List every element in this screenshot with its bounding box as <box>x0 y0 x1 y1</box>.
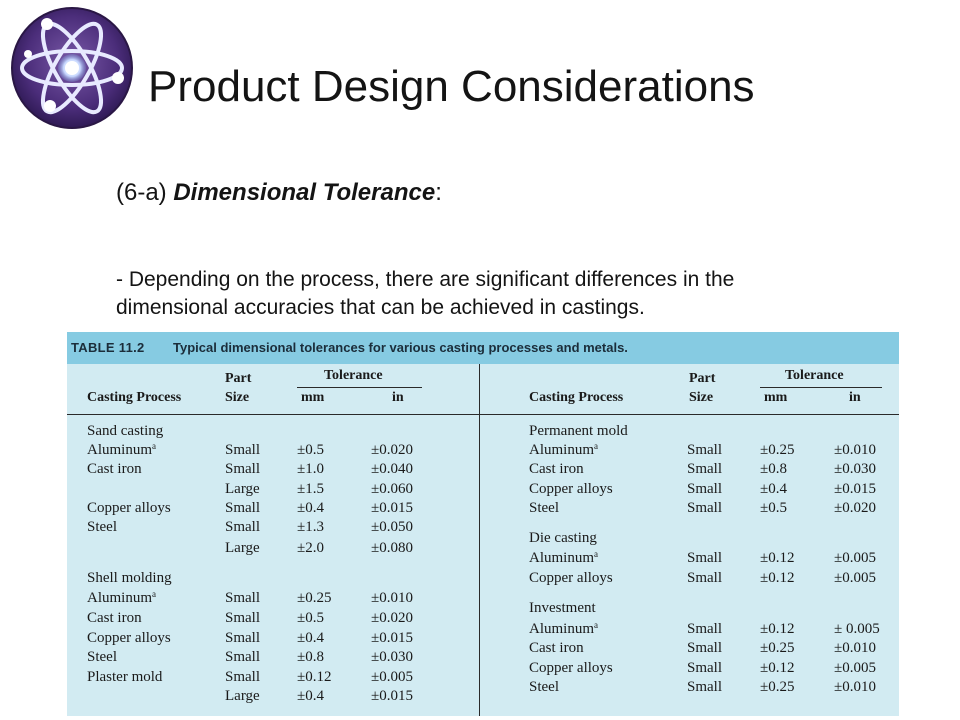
cell-process: Copper alloys <box>529 660 613 676</box>
cell-process: Aluminum$^a$ <box>87 441 157 458</box>
cell-size: Large <box>225 481 260 497</box>
header-size: Size <box>689 390 714 405</box>
cell-tolerance-in: ±0.010 <box>834 442 876 458</box>
cell-tolerance-mm: ±0.25 <box>760 640 795 656</box>
cell-size: Small <box>687 640 723 656</box>
cell-process: Cast iron <box>529 640 584 656</box>
table-center-divider <box>479 364 480 716</box>
header-tolerance: Tolerance <box>785 368 844 383</box>
cell-tolerance-in: ±0.005 <box>834 570 876 586</box>
cell-size: Small <box>225 630 261 646</box>
cell-process: Cast iron <box>87 461 142 477</box>
cell-process: Steel <box>529 679 559 695</box>
cell-tolerance-mm: ±0.5 <box>297 442 324 458</box>
header-part: Part <box>689 371 716 386</box>
cell-tolerance-in: ±0.010 <box>834 640 876 656</box>
cell-process: Copper alloys <box>529 570 613 586</box>
cell-size: Large <box>225 540 260 556</box>
cell-tolerance-mm: ±0.5 <box>760 500 787 516</box>
cell-tolerance-in: ±0.010 <box>834 679 876 695</box>
cell-size: Small <box>687 660 723 676</box>
cell-tolerance-mm: ±0.8 <box>297 649 324 665</box>
cell-tolerance-mm: ±0.4 <box>297 630 324 646</box>
header-casting-process: Casting Process <box>529 390 624 405</box>
cell-tolerance-in: ±0.015 <box>371 688 413 704</box>
section-heading-colon: : <box>435 179 442 206</box>
cell-tolerance-mm: ±1.0 <box>297 461 324 477</box>
cell-tolerance-in: ±0.080 <box>371 540 413 556</box>
atom-icon <box>10 6 134 130</box>
cell-size: Small <box>225 590 261 606</box>
header-rule-right <box>480 414 899 415</box>
cell-size: Small <box>225 500 261 516</box>
cell-tolerance-in: ±0.005 <box>834 550 876 566</box>
header-casting-process: Casting Process <box>87 390 182 405</box>
cell-size: Small <box>687 461 723 477</box>
cell-tolerance-in: ± 0.005 <box>834 621 880 637</box>
cell-process: Copper alloys <box>87 500 171 516</box>
tolerance-underline-right <box>760 387 882 388</box>
section-heading <box>116 179 442 207</box>
header-part: Part <box>225 371 252 386</box>
cell-tolerance-in: ±0.020 <box>371 442 413 458</box>
cell-process: Steel <box>87 649 117 665</box>
cell-process: Copper alloys <box>529 481 613 497</box>
header-mm: mm <box>301 390 325 405</box>
cell-size: Small <box>225 442 261 458</box>
cell-size: Small <box>225 649 261 665</box>
footnote-marker: a <box>594 620 599 630</box>
cell-tolerance-mm: ±0.4 <box>760 481 787 497</box>
header-rule-left <box>67 414 479 415</box>
bullet-paragraph <box>116 266 916 322</box>
cell-process: Aluminum$^a$ <box>529 620 599 637</box>
table-caption: Typical dimensional tolerances for various casting processes and metals. <box>173 340 628 355</box>
header-mm: mm <box>764 390 788 405</box>
cell-tolerance-in: ±0.015 <box>371 630 413 646</box>
bullet-line-1: - Depending on the process, there are significant differences in the <box>116 268 735 291</box>
cell-tolerance-mm: ±0.12 <box>760 660 795 676</box>
cell-tolerance-in: ±0.005 <box>371 669 413 685</box>
header-tolerance: Tolerance <box>324 368 383 383</box>
cell-tolerance-mm: ±0.12 <box>760 550 795 566</box>
cell-tolerance-in: ±0.030 <box>834 461 876 477</box>
cell-size: Small <box>687 442 723 458</box>
cell-tolerance-in: ±0.030 <box>371 649 413 665</box>
footnote-marker: a <box>152 441 157 451</box>
cell-process-group: Investment <box>529 600 596 616</box>
cell-process-group: Permanent mold <box>529 423 628 439</box>
cell-size: Small <box>225 519 261 535</box>
section-heading-bold: Dimensional Tolerance <box>173 179 436 206</box>
cell-size: Small <box>225 461 261 477</box>
cell-tolerance-mm: ±0.4 <box>297 688 324 704</box>
table-title-bar <box>67 332 899 364</box>
cell-process: Aluminum$^a$ <box>87 589 157 606</box>
cell-tolerance-mm: ±1.3 <box>297 519 324 535</box>
cell-tolerance-mm: ±0.25 <box>760 442 795 458</box>
cell-size: Small <box>687 679 723 695</box>
slide-title: Product Design Considerations <box>148 62 755 111</box>
cell-process: Aluminum$^a$ <box>529 549 599 566</box>
cell-size: Small <box>687 481 723 497</box>
cell-tolerance-mm: ±1.5 <box>297 481 324 497</box>
cell-size: Small <box>687 500 723 516</box>
cell-tolerance-in: ±0.015 <box>834 481 876 497</box>
atom-logo <box>10 6 134 130</box>
header-size: Size <box>225 390 250 405</box>
cell-size: Small <box>225 669 261 685</box>
cell-tolerance-mm: ±0.8 <box>760 461 787 477</box>
cell-size: Small <box>225 610 261 626</box>
cell-process-group: Die casting <box>529 530 597 546</box>
cell-tolerance-in: ±0.020 <box>371 610 413 626</box>
header-in: in <box>849 390 861 405</box>
cell-process: Plaster mold <box>87 669 163 685</box>
tolerance-underline-left <box>297 387 422 388</box>
cell-tolerance-mm: ±0.5 <box>297 610 324 626</box>
cell-tolerance-in: ±0.020 <box>834 500 876 516</box>
cell-tolerance-in: ±0.060 <box>371 481 413 497</box>
cell-tolerance-in: ±0.015 <box>371 500 413 516</box>
cell-process-group: Sand casting <box>87 423 164 439</box>
cell-process: Cast iron <box>529 461 584 477</box>
cell-tolerance-in: ±0.050 <box>371 519 413 535</box>
footnote-marker: a <box>152 589 157 599</box>
cell-tolerance-mm: ±0.12 <box>760 570 795 586</box>
cell-size: Small <box>687 550 723 566</box>
cell-size: Small <box>687 621 723 637</box>
cell-process: Aluminum$^a$ <box>529 441 599 458</box>
cell-size: Large <box>225 688 260 704</box>
table-number: TABLE 11.2 <box>71 340 145 355</box>
section-number: (6-a) <box>116 179 174 206</box>
cell-tolerance-mm: ±0.4 <box>297 500 324 516</box>
footnote-marker: a <box>594 549 599 559</box>
tolerance-table <box>67 332 899 716</box>
cell-process: Steel <box>87 519 117 535</box>
cell-tolerance-mm: ±0.12 <box>297 669 332 685</box>
bullet-line-2: dimensional accuracies that can be achieved in castings. <box>116 296 645 319</box>
cell-process-group: Shell molding <box>87 570 172 586</box>
cell-tolerance-in: ±0.040 <box>371 461 413 477</box>
cell-tolerance-in: ±0.005 <box>834 660 876 676</box>
cell-tolerance-mm: ±2.0 <box>297 540 324 556</box>
cell-process: Steel <box>529 500 559 516</box>
cell-process: Copper alloys <box>87 630 171 646</box>
cell-tolerance-mm: ±0.12 <box>760 621 795 637</box>
cell-tolerance-mm: ±0.25 <box>297 590 332 606</box>
cell-tolerance-mm: ±0.25 <box>760 679 795 695</box>
header-in: in <box>392 390 404 405</box>
footnote-marker: a <box>594 441 599 451</box>
cell-size: Small <box>687 570 723 586</box>
cell-tolerance-in: ±0.010 <box>371 590 413 606</box>
cell-process: Cast iron <box>87 610 142 626</box>
